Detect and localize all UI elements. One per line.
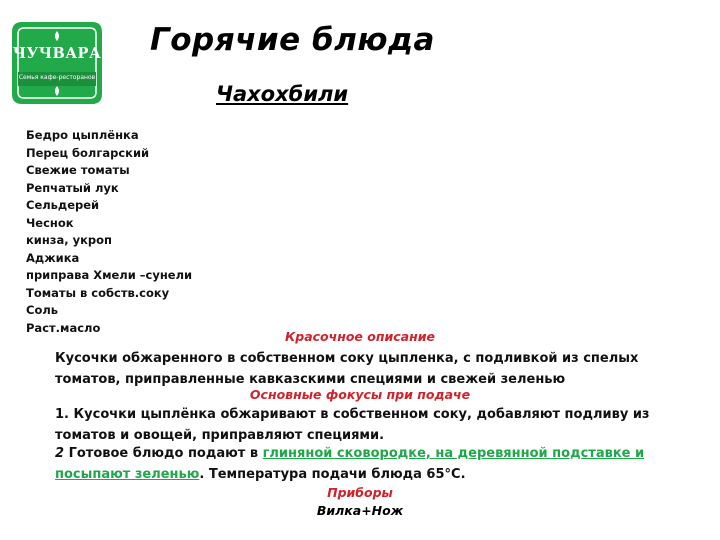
dish-name: Чахохбили <box>216 82 349 106</box>
focus-point-2-suffix: . Температура подачи блюда 65°С. <box>199 467 466 482</box>
focus-heading: Основные фокусы при подаче <box>249 387 471 402</box>
logo-badge <box>8 18 106 108</box>
ingredients-list <box>26 127 192 337</box>
description-text: Кусочки обжаренного в собственном соку цыпленка, с подливкой из спелых томатов, приправленные кавказскими специями и свежей зеленью <box>55 351 639 387</box>
logo-tagline: Семья кафе-ресторанов <box>18 74 96 81</box>
ingredient-item: Аджика <box>26 250 80 265</box>
focus-point-2 <box>55 443 685 485</box>
ingredient-item: Бедро цыплёнка <box>26 128 139 142</box>
serving-details-link[interactable]: глиняной сковородке, на деревянной подставке и посыпают зеленью <box>55 446 645 482</box>
focus-point-2-number: 2 <box>55 446 65 461</box>
ingredient-item: Раст.масло <box>26 320 101 335</box>
ingredient-item: Соль <box>26 303 59 317</box>
ingredient-item: Перец болгарский <box>26 145 150 160</box>
logo-brand-text: ЧУЧВАРА <box>12 45 102 62</box>
ingredient-item: Томаты в собств.соку <box>26 285 170 300</box>
page-title: Горячие блюда <box>150 22 435 58</box>
cutlery-heading: Приборы <box>327 485 393 500</box>
cutlery-value: Вилка+Нож <box>316 503 404 518</box>
ingredient-item: кинза, укроп <box>26 233 113 247</box>
ingredient-item: Чеснок <box>26 215 74 230</box>
ingredient-item: приправа Хмели –сунели <box>26 268 193 282</box>
ingredient-item: Сельдерей <box>26 198 100 212</box>
focus-point-2-prefix: Готовое блюдо подают в <box>64 446 263 461</box>
ingredient-item: Свежие томаты <box>26 163 130 177</box>
focus-point-1: 1. Кусочки цыплёнка обжаривают в собственном соку, добавляют подливу из томатов и овощей, приправляют специями. <box>55 407 650 443</box>
description-heading: Красочное описание <box>285 329 435 344</box>
ingredient-item: Репчатый лук <box>26 180 119 195</box>
brand-logo <box>8 18 106 108</box>
